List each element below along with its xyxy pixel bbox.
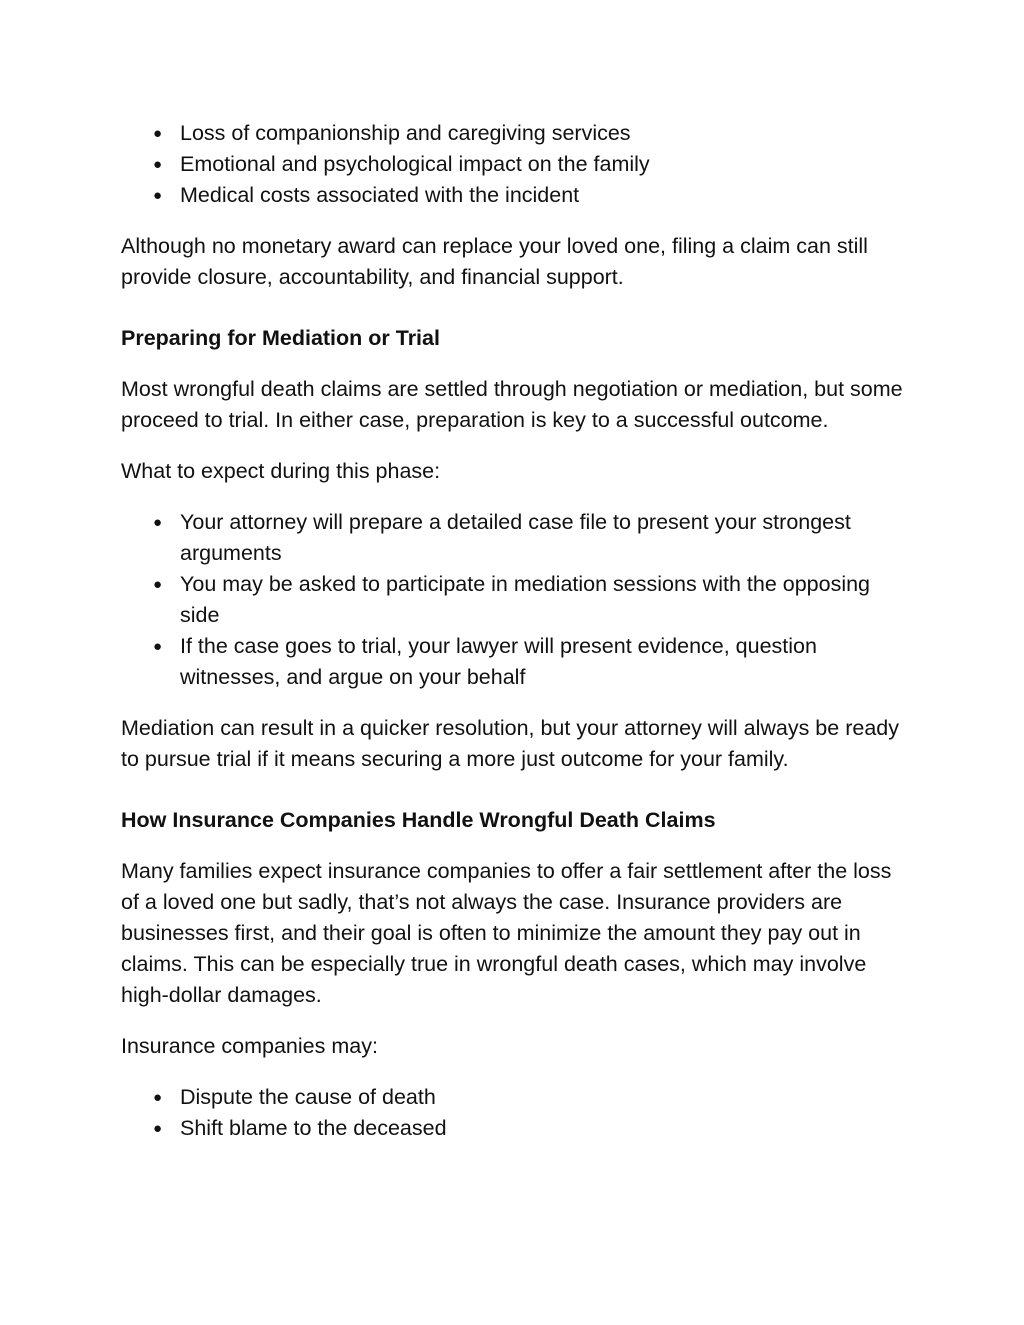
list-item-text: Medical costs associated with the incident [180, 183, 580, 207]
list-item-text: You may be asked to participate in mediation sessions with the opposing side [180, 572, 871, 627]
list-item-text: Dispute the cause of death [180, 1085, 436, 1109]
list-item [121, 118, 911, 149]
mediation-closing-paragraph: Mediation can result in a quicker resolution, but your attorney will always be ready to pursue trial if it means securing a more just outcome for your family. [121, 716, 899, 771]
damages-list [121, 118, 911, 211]
section-heading-mediation: Preparing for Mediation or Trial [121, 326, 440, 350]
list-item [121, 1082, 911, 1113]
bullet-icon: ● [153, 187, 163, 204]
list-item-text: If the case goes to trial, your lawyer will present evidence, question witnesses, and argue on your behalf [180, 634, 817, 689]
insurance-tactics-list [121, 1082, 911, 1144]
closure-paragraph: Although no monetary award can replace your loved one, filing a claim can still provide closure, accountability, and financial support. [121, 234, 868, 289]
list-item [121, 631, 911, 693]
document-body [121, 118, 911, 1144]
list-item-text: Your attorney will prepare a detailed case file to present your strongest arguments [180, 510, 851, 565]
list-item [121, 1113, 911, 1144]
bullet-icon: ● [153, 576, 163, 593]
list-item-text: Shift blame to the deceased [180, 1116, 447, 1140]
list-item-text: Emotional and psychological impact on the family [180, 152, 650, 176]
bullet-icon: ● [153, 638, 163, 655]
bullet-icon: ● [153, 125, 163, 142]
list-item [121, 569, 911, 631]
list-item [121, 180, 911, 211]
mediation-expectations-list [121, 507, 911, 693]
bullet-icon: ● [153, 514, 163, 531]
mediation-intro-paragraph: Most wrongful death claims are settled through negotiation or mediation, but some proceed to trial. In either case, preparation is key to a successful outcome. [121, 377, 903, 432]
insurance-intro-paragraph: Many families expect insurance companies to offer a fair settlement after the loss of a loved one but sadly, that’s not always the case. Insurance providers are businesses first, and their goal is often to minimize the amount they pay out in claims. This can be especially true in wrongful death cases, which may involve high-dollar damages. [121, 859, 892, 1007]
bullet-icon: ● [153, 156, 163, 173]
list-item-text: Loss of companionship and caregiving services [180, 121, 631, 145]
section-heading-insurance: How Insurance Companies Handle Wrongful Death Claims [121, 808, 716, 832]
mediation-lead-text: What to expect during this phase: [121, 459, 441, 483]
bullet-icon: ● [153, 1120, 163, 1137]
list-item [121, 149, 911, 180]
bullet-icon: ● [153, 1089, 163, 1106]
insurance-lead-text: Insurance companies may: [121, 1034, 378, 1058]
list-item [121, 507, 911, 569]
